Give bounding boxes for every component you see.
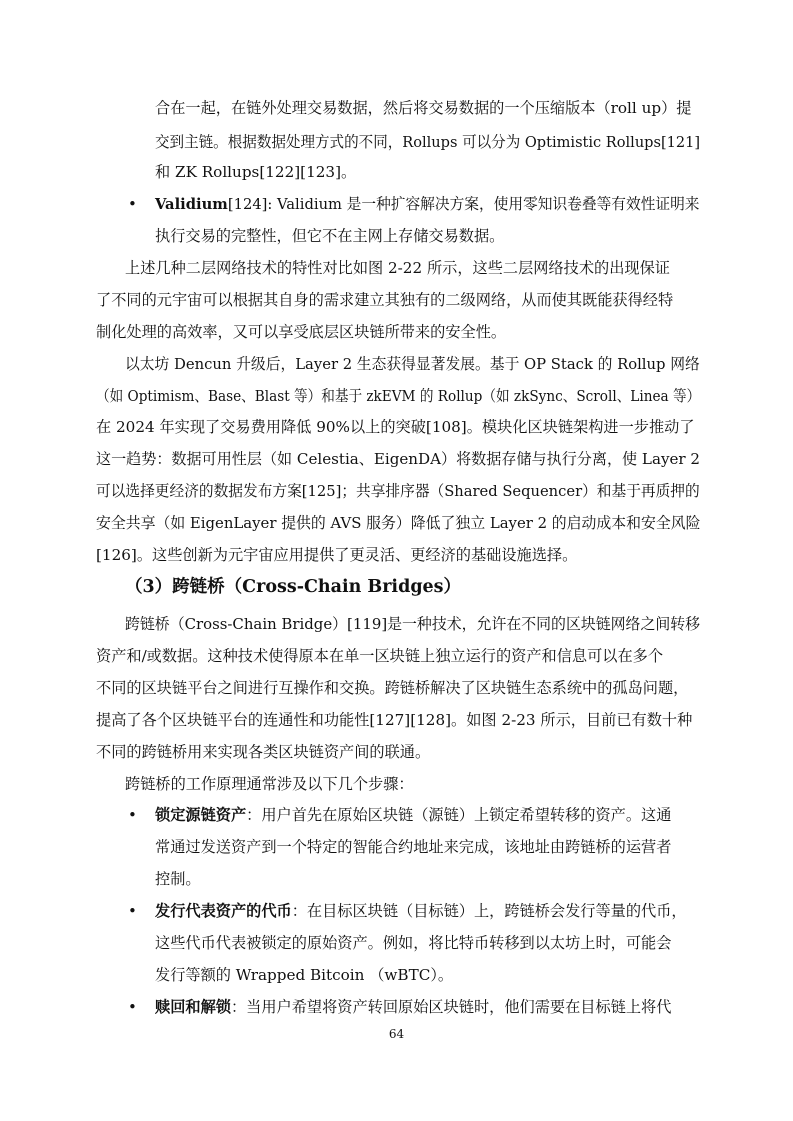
validium-line-1-rest: [124]: Validium 是一种扩容解决方案，使用零知识卷叠等有效性证明来 [227,195,700,213]
rollup-line-2: 交到主链。根据数据处理方式的不同，Rollups 可以分为 Optimistic Rollups[121] [155,133,701,151]
para3-line-1: 跨链桥（Cross-Chain Bridge）[119]是一种技术，允许在不同的区块链网络之间转移 [125,615,701,633]
step2-line-1 [155,901,687,921]
step3-line-1-rest: ：当用户希望将资产转回原始区块链时，他们需要在目标链上将代 [230,998,672,1016]
page-number: 64 [388,1027,405,1041]
para2-line-4: 这一趋势：数据可用性层（如 Celestia、EigenDA）将数据存储与执行分离，使 Layer 2 [96,450,701,468]
step3-bullet: • [128,998,137,1016]
rollup-line-1: 合在一起，在链外处理交易数据，然后将交易数据的一个压缩版本（roll up）提 [155,99,692,117]
para1-line-3: 制化处理的高效率，又可以享受底层区块链所带来的安全性。 [96,323,507,341]
section-heading: （3）跨链桥（Cross-Chain Bridges） [125,577,462,597]
step1-bullet: • [128,806,137,824]
para2-line-5: 可以选择更经济的数据发布方案[125]；共享排序器（Shared Sequencer）和基于再质押的 [96,482,700,500]
validium-term: Validium [155,195,228,213]
step2-bullet: • [128,902,137,920]
validium-bullet: • [128,195,137,213]
para1-line-2: 了不同的元宇宙可以根据其自身的需求建立其独有的二级网络，从而使其既能获得经特 [96,291,674,309]
step2-line-1-rest: ：在目标区块链（目标链）上，跨链桥会发行等量的代币， [291,902,687,920]
step1-term: 锁定源链资产 [155,806,247,824]
step1-line-3: 控制。 [155,870,201,888]
para2-line-7: [126]。这些创新为元宇宙应用提供了更灵活、更经济的基础设施选择。 [96,546,578,564]
para3-line-5: 不同的跨链桥用来实现各类区块链资产间的联通。 [96,743,431,761]
para3-line-2: 资产和/或数据。这种技术使得原本在单一区块链上独立运行的资产和信息可以在多个 [96,647,664,665]
step2-line-2: 这些代币代表被锁定的原始资产。例如，将比特币转移到以太坊上时，可能会 [155,934,672,952]
step2-term: 发行代表资产的代币 [155,902,292,920]
para2-line-6: 安全共享（如 EigenLayer 提供的 AVS 服务）降低了独立 Layer 2 的启动成本和安全风险 [96,514,701,532]
para4-line-1: 跨链桥的工作原理通常涉及以下几个步骤： [125,775,414,793]
step1-line-2: 常通过发送资产到一个特定的智能合约地址来完成，该地址由跨链桥的运营者 [155,838,672,856]
step2-line-3: 发行等额的 Wrapped Bitcoin （wBTC）。 [155,966,454,984]
para2-line-2: （如 Optimism、Base、Blast 等）和基于 zkEVM 的 Rollup（如 zkSync、Scroll、Linea 等） [96,387,701,405]
step3-term: 赎回和解锁 [155,998,231,1016]
para3-line-3: 不同的区块链平台之间进行互操作和交换。跨链桥解决了区块链生态系统中的孤岛问题， [96,679,689,697]
rollup-line-3: 和 ZK Rollups[122][123]。 [155,163,357,181]
validium-line-2: 执行交易的完整性，但它不在主网上存储交易数据。 [155,227,505,245]
para2-line-3: 在 2024 年实现了交易费用降低 90%以上的突破[108]。模块化区块链架构进一步推动了 [96,418,695,436]
step1-line-1-rest: ：用户首先在原始区块链（源链）上锁定希望转移的资产。这通 [246,806,672,824]
para3-line-4: 提高了各个区块链平台的连通性和功能性[127][128]。如图 2-23 所示，目前已有数十种 [96,711,693,729]
para2-line-1: 以太坊 Dencun 升级后，Layer 2 生态获得显著发展。基于 OP Stack 的 Rollup 网络 [125,355,700,373]
validium-line-1 [155,194,700,214]
step3-line-1 [155,997,671,1017]
para1-line-1: 上述几种二层网络技术的特性对比如图 2-22 所示，这些二层网络技术的出现保证 [125,259,670,277]
step1-line-1 [155,805,671,825]
